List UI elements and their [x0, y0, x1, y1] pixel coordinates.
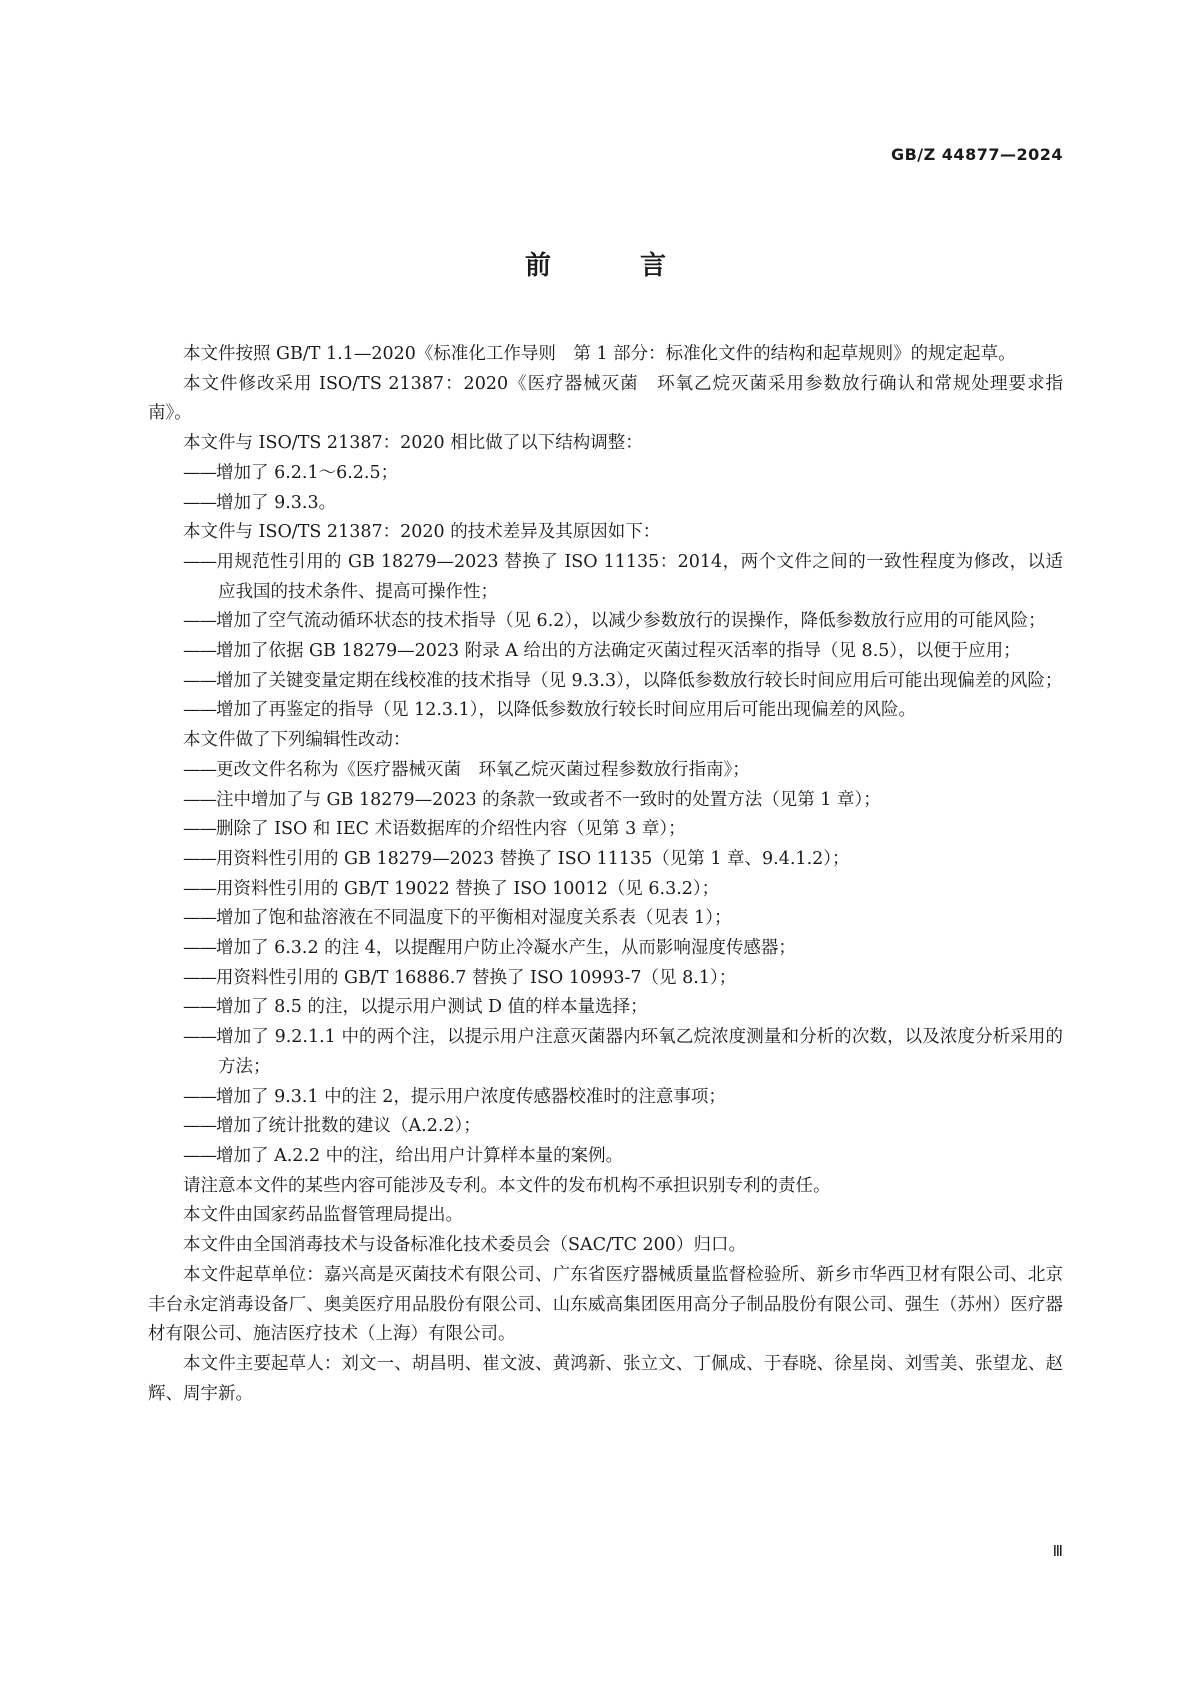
dash-item: [148, 845, 1063, 875]
paragraph: 本文件由国家药品监督管理局提出。: [183, 1205, 463, 1226]
paragraph: 本文件与 ISO/TS 21387：2020 的技术差异及其原因如下：: [183, 522, 661, 543]
dash-item: [148, 993, 1063, 1023]
dash-item-text: 增加了统计批数的建议（A.2.2）；: [216, 1116, 481, 1137]
paragraph: 本文件主要起草人：刘文一、胡昌明、崔文波、黄鸿新、张立文、丁佩成、于春晓、徐星岗、刘雪美、张望龙、赵辉、周宇新。: [148, 1353, 1063, 1404]
foreword-body: [148, 340, 1063, 1409]
dash-item-text: 注中增加了与 GB 18279—2023 的条款一致或者不一致时的处置方法（见第 1 章）；: [216, 789, 881, 810]
dash-item: [148, 934, 1063, 964]
dash-mark: ——: [183, 670, 216, 691]
dash-mark: ——: [183, 938, 216, 959]
dash-item-text: 增加了关键变量定期在线校准的技术指导（见 9.3.3），以降低参数放行较长时间应用后可能出现偏差的风险；: [216, 670, 1063, 691]
dash-item: [148, 756, 1063, 786]
dash-item-text: 用资料性引用的 GB/T 19022 替换了 ISO 10012（见 6.3.2）；: [216, 878, 720, 899]
dash-mark: ——: [183, 848, 216, 869]
paragraph: 本文件由全国消毒技术与设备标准化技术委员会（SAC/TC 200）归口。: [183, 1235, 746, 1256]
dash-mark: ——: [183, 878, 216, 899]
dash-item-text: 增加了 9.3.3。: [216, 492, 337, 513]
paragraph: 本文件与 ISO/TS 21387：2020 相比做了以下结构调整：: [183, 433, 643, 454]
dash-mark: ——: [183, 1027, 216, 1048]
dash-item: [148, 1142, 1063, 1172]
dash-mark: ——: [183, 997, 216, 1018]
dash-item-text: 更改文件名称为《医疗器械灭菌 环氧乙烷灭菌过程参数放行指南》；: [216, 759, 750, 780]
dash-item-text: 用资料性引用的 GB/T 16886.7 替换了 ISO 10993-7（见 8.1）；: [216, 967, 737, 988]
page-title: 前 言: [524, 251, 707, 281]
standard-number: GB/Z 44877—2024: [890, 145, 1063, 164]
dash-mark: ——: [183, 1086, 216, 1107]
dash-item: [148, 904, 1063, 934]
dash-item: [148, 607, 1063, 637]
dash-mark: ——: [183, 1145, 216, 1166]
dash-item: [148, 667, 1063, 697]
dash-mark: ——: [183, 1116, 216, 1137]
dash-item-text: 增加了饱和盐溶液在不同温度下的平衡相对湿度关系表（见表 1）；: [216, 908, 732, 929]
dash-item-text: 增加了 8.5 的注，以提示用户测试 D 值的样本量选择；: [216, 997, 648, 1018]
dash-mark: ——: [183, 789, 216, 810]
dash-item: [148, 875, 1063, 905]
dash-item-text: 增加了空气流动循环状态的技术指导（见 6.2），以减少参数放行的误操作，降低参数放行应用的可能风险；: [216, 611, 1046, 632]
dash-item-text: 增加了 A.2.2 中的注，给出用户计算样本量的案例。: [216, 1145, 624, 1166]
dash-mark: ——: [183, 611, 216, 632]
dash-mark: ——: [183, 462, 216, 483]
dash-mark: ——: [183, 759, 216, 780]
paragraph: 本文件按照 GB/T 1.1—2020《标准化工作导则 第 1 部分：标准化文件的结构和起草规则》的规定起草。: [183, 344, 1016, 364]
paragraph: 本文件修改采用 ISO/TS 21387：2020《医疗器械灭菌 环氧乙烷灭菌采用参数放行确认和常规处理要求指南》。: [148, 373, 1063, 424]
dash-item-text: 增加了 6.2.1～6.2.5；: [216, 462, 399, 483]
dash-item-text: 增加了依据 GB 18279—2023 附录 A 给出的方法确定灭菌过程灭活率的指导（见 8.5），以便于应用；: [216, 641, 1021, 662]
paragraph: 本文件做了下列编辑性改动：: [183, 730, 411, 751]
dash-item: [148, 548, 1063, 607]
dash-mark: ——: [183, 908, 216, 929]
dash-item-text: 用规范性引用的 GB 18279—2023 替换了 ISO 11135：2014，两个文件之间的一致性程度为修改，以适应我国的技术条件、提高可操作性；: [216, 551, 1063, 602]
dash-item-text: 增加了再鉴定的指导（见 12.3.1），以降低参数放行较长时间应用后可能出现偏差的风险。: [216, 700, 916, 721]
dash-mark: ——: [183, 551, 216, 572]
dash-item: [148, 964, 1063, 994]
dash-mark: ——: [183, 967, 216, 988]
page-number: Ⅲ: [1052, 1542, 1063, 1560]
paragraph: 本文件起草单位：嘉兴高是灭菌技术有限公司、广东省医疗器械质量监督检验所、新乡市华西卫材有限公司、北京丰台永定消毒设备厂、奥美医疗用品股份有限公司、山东威高集团医用高分子制品股份有限公司、强生（苏州）医疗器材有限公司、施洁医疗技术（上海）有限公司。: [148, 1264, 1063, 1345]
dash-item: [148, 1083, 1063, 1113]
dash-item: [148, 696, 1063, 726]
dash-item-text: 增加了 6.3.2 的注 4，以提醒用户防止冷凝水产生，从而影响湿度传感器；: [216, 938, 796, 959]
dash-item-text: 用资料性引用的 GB 18279—2023 替换了 ISO 11135（见第 1 章、9.4.1.2）；: [216, 848, 850, 869]
dash-item: [148, 1023, 1063, 1082]
dash-item: [148, 815, 1063, 845]
dash-item: [148, 1112, 1063, 1142]
dash-item-text: 增加了 9.3.1 中的注 2，提示用户浓度传感器校准时的注意事项；: [216, 1086, 726, 1107]
dash-item: [148, 459, 1063, 489]
dash-mark: ——: [183, 492, 216, 513]
dash-mark: ——: [183, 819, 216, 840]
dash-mark: ——: [183, 700, 216, 721]
dash-item: [148, 489, 1063, 519]
dash-item: [148, 637, 1063, 667]
dash-item: [148, 786, 1063, 816]
dash-mark: ——: [183, 641, 216, 662]
dash-item-text: 增加了 9.2.1.1 中的两个注，以提示用户注意灭菌器内环氧乙烷浓度测量和分析的次数，以及浓度分析采用的方法；: [216, 1027, 1063, 1077]
paragraph: 请注意本文件的某些内容可能涉及专利。本文件的发布机构不承担识别专利的责任。: [183, 1175, 831, 1196]
dash-item-text: 删除了 ISO 和 IEC 术语数据库的介绍性内容（见第 3 章）；: [216, 819, 686, 840]
